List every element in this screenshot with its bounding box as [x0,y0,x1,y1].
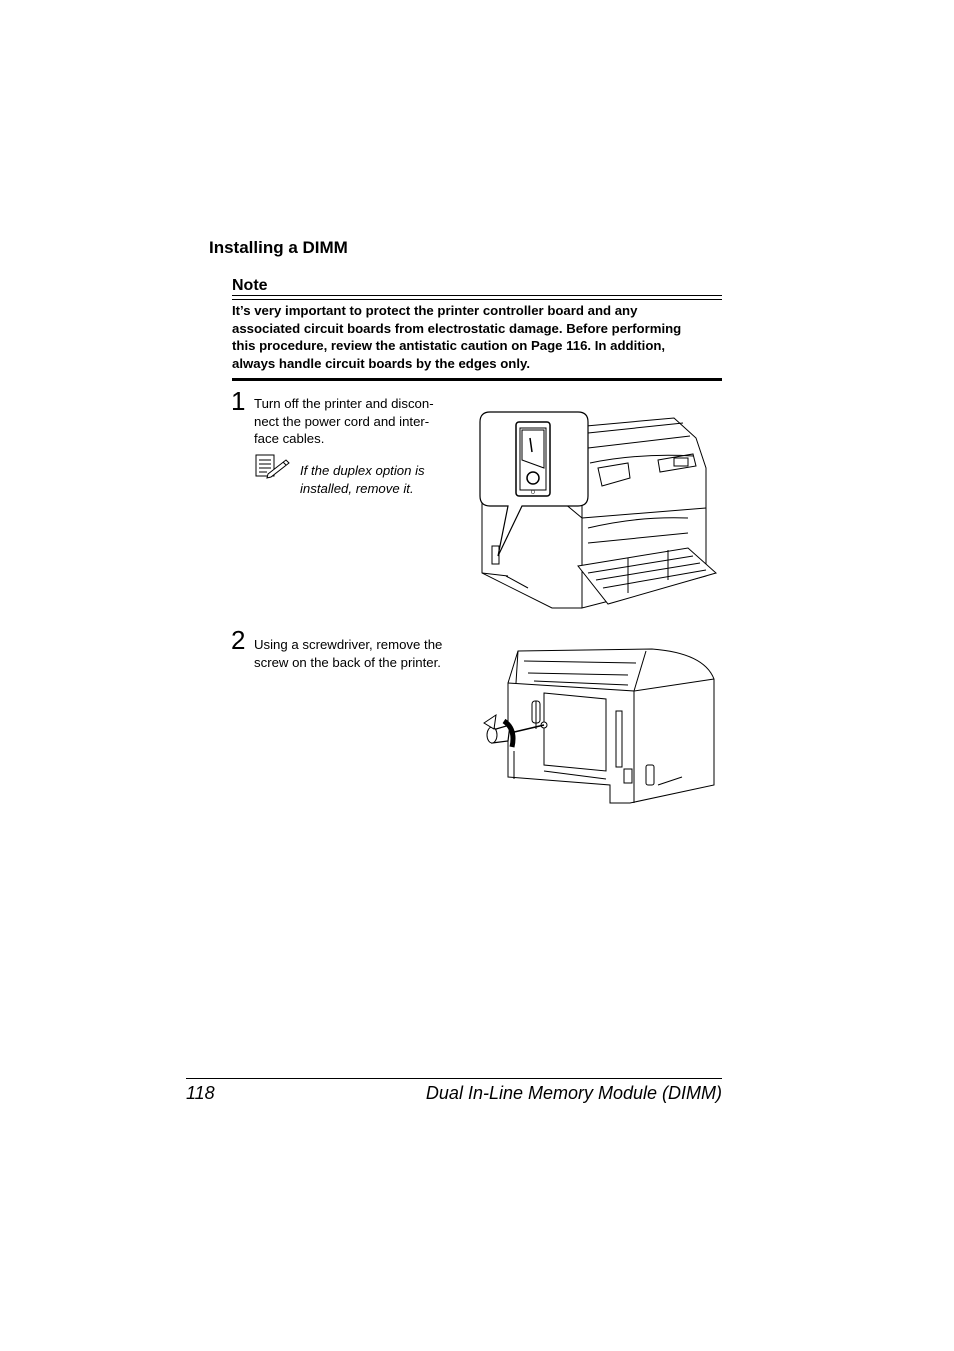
note-line: always handle circuit boards by the edges only. [232,355,531,371]
screwdriver-back-panel-illustration [478,645,720,807]
power-switch-illustration [478,408,720,614]
tip-text [300,462,460,497]
note-line: associated circuit boards from electrostatic damage. Before performing [232,320,682,336]
page-number: 118 [186,1083,215,1103]
step-line: screw on the back of the printer. [254,654,441,670]
note-heading: Note [232,277,268,294]
step-line: face cables. [254,431,325,447]
step-2-text [254,636,474,671]
note-line: this procedure, review the antistatic caution on Page 116. In addition, [232,338,666,354]
note-top-rule-second [232,299,722,300]
tip-line: If the duplex option is [300,463,425,478]
running-title: Dual In-Line Memory Module (DIMM) [425,1083,722,1103]
step-line: nect the power cord and inter- [254,413,430,429]
note-pencil-icon [254,454,290,478]
step-2-number: 2 [231,625,246,655]
note-line: It’s very important to protect the printer controller board and any [232,303,638,318]
step-1-text [254,395,464,448]
tip-line: installed, remove it. [300,480,414,496]
footer-rule [186,1078,722,1079]
section-title: Installing a DIMM [209,238,348,257]
step-line: Using a screwdriver, remove the [254,637,443,652]
note-top-rule [232,295,722,296]
note-bottom-rule [232,378,722,381]
step-1-number: 1 [231,386,246,416]
note-body [232,302,724,372]
svg-text:O: O [531,490,535,496]
step-line: Turn off the printer and discon- [254,396,434,411]
